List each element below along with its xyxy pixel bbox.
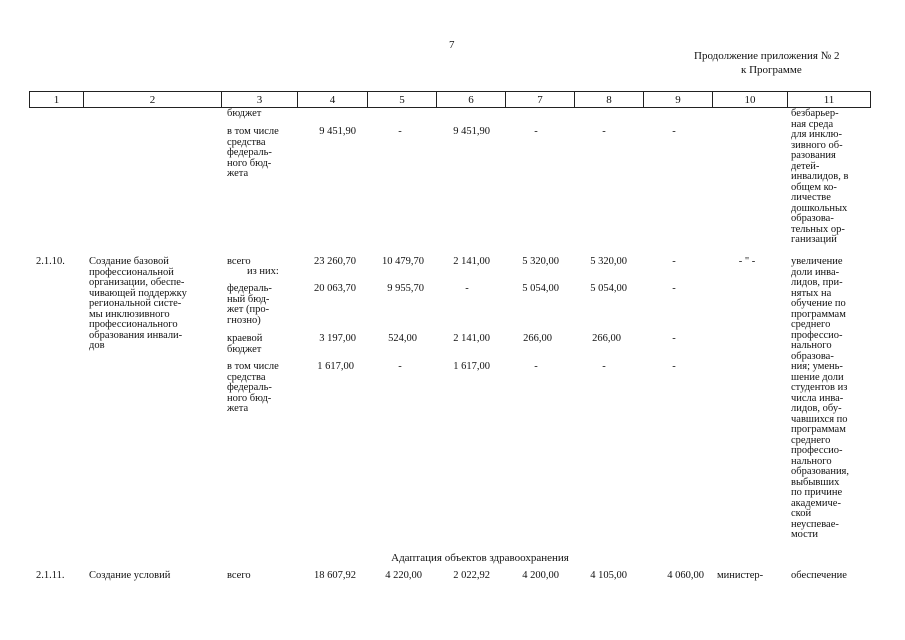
col-header: 10 (713, 92, 788, 108)
row-2110-regional-col6: 2 141,00 (453, 333, 490, 344)
row-2110-federal-funds-label: в том числе средства федераль- ного бюд- жета (227, 361, 279, 414)
row-2111-executor: министер- (717, 570, 764, 581)
row-2110-federal-col8: 5 054,00 (590, 283, 627, 294)
row-2110-regional-col9: - (672, 333, 676, 344)
appendix-continuation: Продолжение приложения № 2 (694, 50, 840, 62)
row-2111-col6: 2 022,92 (453, 570, 490, 581)
row-2110-title: Создание базовой профессиональной организации, обеспе- чивающей поддержку региональной систе- мы инклюзивного профессионального образования инвали- дов (89, 256, 187, 351)
prev-row-col4: 9 451,90 (319, 126, 356, 137)
row-2111-col4: 18 607,92 (314, 570, 356, 581)
row-2110-indicator: увеличение доли инва- лидов, при- нятых на обучение по программам среднего профессио- нального образова- ния; умень- шение доли студентов из числа инва- лидов, обу- чавшихся по программам среднего профессио- нального образования, выбывших по причине академиче- ской неуспевае- мости (791, 256, 850, 540)
row-2110-number: 2.1.10. (36, 256, 65, 267)
row-2110-fedfunds-col6: 1 617,00 (453, 361, 490, 372)
row-2111-col5: 4 220,00 (385, 570, 422, 581)
row-2111-col7: 4 200,00 (522, 570, 559, 581)
prev-row-col6: 9 451,90 (453, 126, 490, 137)
row-2110-total-col4: 23 260,70 (314, 256, 356, 267)
row-2110-total-label: всего (227, 256, 251, 267)
row-2110-fedfunds-col4: 1 617,00 (317, 361, 354, 372)
appendix-program-ref: к Программе (741, 64, 802, 76)
row-2110-federal-col9: - (672, 283, 676, 294)
row-2111-indicator: обеспечение (791, 570, 847, 581)
row-2110-federal-label: федераль- ный бюд- жет (про- гнозно) (227, 283, 272, 326)
prev-row-federal-funds-label: в том числе средства федераль- ного бюд- жета (227, 126, 279, 179)
col-header: 4 (298, 92, 368, 108)
row-2110-fedfunds-col9: - (672, 361, 676, 372)
col-header: 7 (506, 92, 575, 108)
row-2110-federal-col7: 5 054,00 (522, 283, 559, 294)
prev-row-budget-label: бюджет (227, 108, 262, 119)
row-2111-number: 2.1.11. (36, 570, 65, 581)
row-2110-total-col5: 10 479,70 (382, 256, 424, 267)
section-heading: Адаптация объектов здравоохранения (391, 552, 569, 564)
row-2110-fedfunds-col5: - (398, 361, 402, 372)
col-header: 8 (575, 92, 644, 108)
row-2110-fedfunds-col7: - (534, 361, 538, 372)
row-2110-executor: - " - (738, 256, 756, 267)
col-header: 6 (437, 92, 506, 108)
prev-row-col5: - (398, 126, 402, 137)
col-header: 1 (30, 92, 84, 108)
col-header: 2 (84, 92, 222, 108)
row-2110-regional-col5: 524,00 (388, 333, 417, 344)
row-2110-regional-col7: 266,00 (523, 333, 552, 344)
col-header: 5 (368, 92, 437, 108)
row-2110-total-col8: 5 320,00 (590, 256, 627, 267)
row-2111-col9: 4 060,00 (667, 570, 704, 581)
row-2111-title: Создание условий (89, 570, 171, 581)
col-header: 3 (222, 92, 298, 108)
col-header: 9 (644, 92, 713, 108)
row-2110-federal-col4: 20 063,70 (314, 283, 356, 294)
row-2110-regional-label: краевой бюджет (227, 333, 263, 355)
column-number-header (29, 91, 871, 108)
row-2111-total-label: всего (227, 570, 251, 581)
row-2110-total-col9: - (672, 256, 676, 267)
row-2111-col8: 4 105,00 (590, 570, 627, 581)
row-2110-regional-col4: 3 197,00 (319, 333, 356, 344)
row-2110-of-which-label: из них: (247, 266, 279, 277)
row-2110-total-col7: 5 320,00 (522, 256, 559, 267)
row-2110-total-col6: 2 141,00 (453, 256, 490, 267)
prev-row-col8: - (602, 126, 606, 137)
row-2110-federal-col5: 9 955,70 (387, 283, 424, 294)
col-header: 11 (788, 92, 871, 108)
row-2110-fedfunds-col8: - (602, 361, 606, 372)
prev-row-col9: - (672, 126, 676, 137)
prev-row-col7: - (534, 126, 538, 137)
row-2110-federal-col6: - (465, 283, 469, 294)
prev-row-indicator: безбарьер- ная среда для инклю- зивного об- разования детей- инвалидов, в общем ко- личестве дошкольных образова- тельных ор- ганизаций (791, 108, 849, 245)
row-2110-regional-col8: 266,00 (592, 333, 621, 344)
page-number: 7 (449, 39, 455, 51)
